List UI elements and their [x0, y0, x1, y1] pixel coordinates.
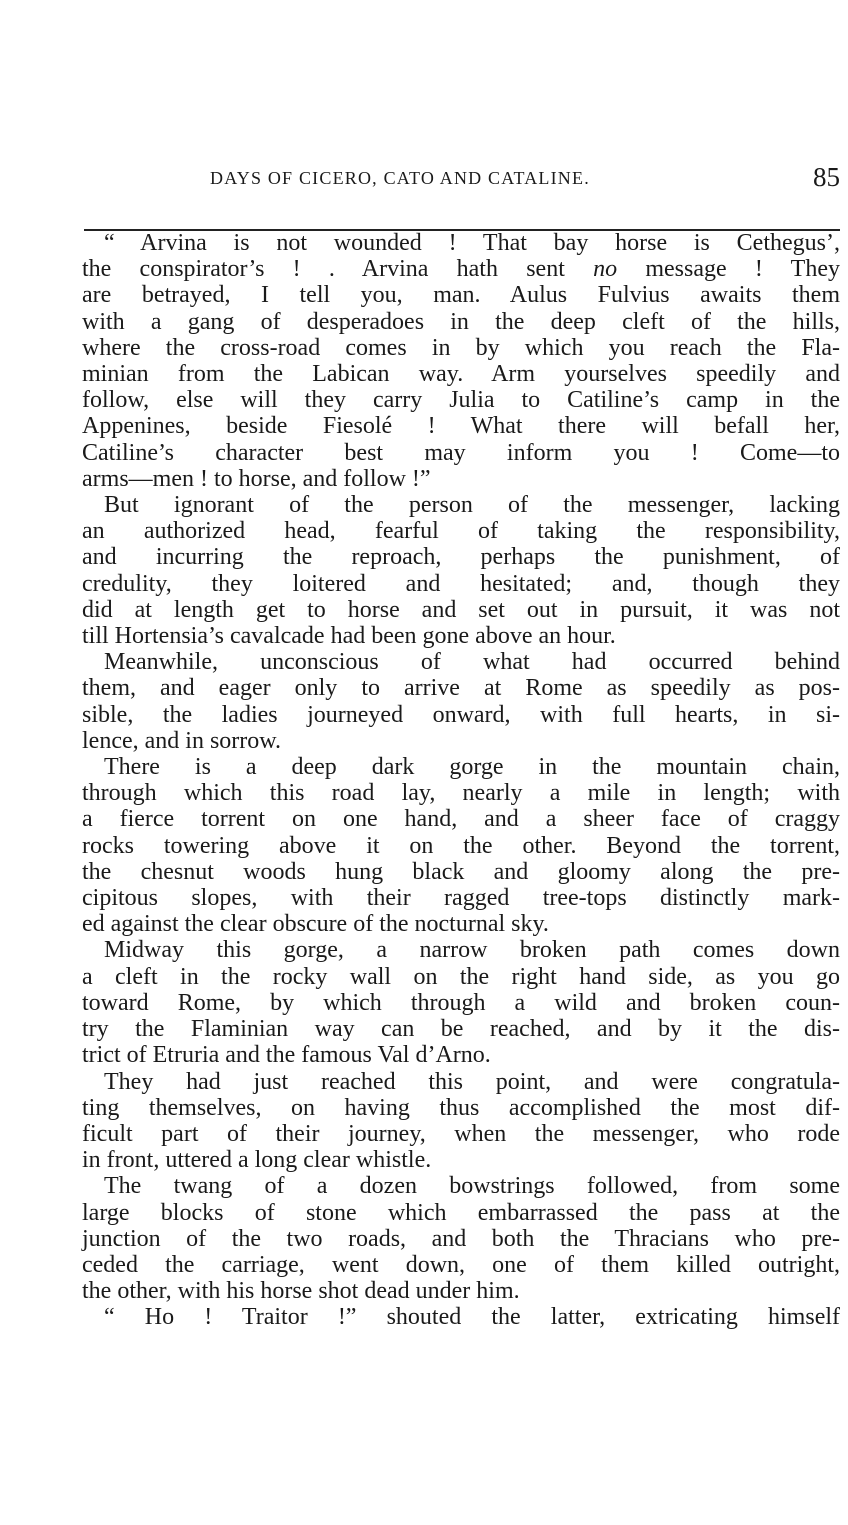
text-line: Catiline’s character best may inform you ! Come—to: [82, 439, 840, 466]
page-header: [84, 164, 840, 198]
text-line: a cleft in the rocky wall on the right hand side, as you go: [82, 963, 840, 990]
paragraph: [82, 1173, 840, 1304]
text-line: But ignorant of the person of the messenger, lacking: [104, 492, 840, 519]
text-segment: message ! They: [617, 256, 840, 283]
paragraph: [82, 492, 840, 649]
text-line: toward Rome, by which through a wild and broken coun-: [82, 989, 840, 1016]
text-line: sible, the ladies journeyed onward, with full hearts, in si-: [82, 701, 840, 728]
text-line: There is a deep dark gorge in the mountain chain,: [104, 754, 840, 781]
body-text: [82, 230, 840, 1331]
text-line: [82, 256, 840, 282]
text-line: Meanwhile, unconscious of what had occurred behind: [104, 649, 840, 676]
text-line: junction of the two roads, and both the Thracians who pre-: [82, 1225, 840, 1252]
text-line: and incurring the reproach, perhaps the punishment, of: [82, 544, 840, 571]
page-number: 85: [813, 162, 840, 192]
text-line: where the cross-road comes in by which you reach the Fla-: [82, 334, 840, 361]
text-line: the other, with his horse shot dead under him.: [82, 1278, 520, 1305]
text-line: Appenines, beside Fiesolé ! What there will befall her,: [82, 413, 840, 440]
text-line: The twang of a dozen bowstrings followed, from some: [104, 1173, 840, 1200]
emphasis-text: no: [593, 256, 618, 283]
text-line: Midway this gorge, a narrow broken path comes down: [104, 937, 840, 964]
text-line: ting themselves, on having thus accomplished the most dif-: [82, 1094, 840, 1121]
text-line: an authorized head, fearful of taking the responsibility,: [82, 518, 840, 545]
paragraph: [82, 937, 840, 1068]
text-line: “ Ho ! Traitor !” shouted the latter, extricating himself: [104, 1304, 840, 1331]
text-line: try the Flaminian way can be reached, and by it the dis-: [82, 1016, 840, 1043]
text-line: a fierce torrent on one hand, and a sheer face of craggy: [82, 806, 840, 833]
text-line: rocks towering above it on the other. Beyond the torrent,: [82, 832, 840, 859]
text-line: are betrayed, I tell you, man. Aulus Fulvius awaits them: [82, 282, 840, 309]
running-title: DAYS OF CICERO, CATO AND CATALINE.: [210, 168, 590, 188]
text-line: credulity, they loitered and hesitated; and, though they: [82, 570, 840, 597]
text-line: with a gang of desperadoes in the deep cleft of the hills,: [82, 308, 840, 335]
text-line: trict of Etruria and the famous Val d’Arno.: [82, 1042, 491, 1069]
text-line: till Hortensia’s cavalcade had been gone above an hour.: [82, 623, 616, 650]
text-line: “ Arvina is not wounded ! That bay horse is Cethegus’,: [104, 230, 840, 256]
text-line: arms—men ! to horse, and follow !”: [82, 465, 431, 492]
paragraph: [82, 1069, 840, 1174]
text-line: large blocks of stone which embarrassed the pass at the: [82, 1199, 840, 1226]
text-line: the chesnut woods hung black and gloomy along the pre-: [82, 858, 840, 885]
text-line: They had just reached this point, and were congratula-: [104, 1068, 840, 1095]
paragraph: [82, 649, 840, 754]
text-line: ceded the carriage, went down, one of them killed outright,: [82, 1251, 840, 1278]
text-line: in front, uttered a long clear whistle.: [82, 1147, 432, 1174]
text-segment: the conspirator’s ! . Arvina hath sent: [82, 256, 594, 283]
paragraph: [82, 230, 840, 492]
text-line: minian from the Labican way. Arm yourselves speedily and: [82, 361, 840, 388]
paragraph: [82, 1304, 840, 1330]
text-line: lence, and in sorrow.: [82, 727, 282, 754]
text-line: ficult part of their journey, when the messenger, who rode: [82, 1120, 840, 1147]
text-line: ed against the clear obscure of the nocturnal sky.: [82, 911, 549, 938]
text-line: through which this road lay, nearly a mile in length; with: [82, 780, 840, 807]
text-line: them, and eager only to arrive at Rome as speedily as pos-: [82, 675, 840, 702]
text-line: cipitous slopes, with their ragged tree-tops distinctly mark-: [82, 885, 840, 912]
text-line: did at length get to horse and set out in pursuit, it was not: [82, 596, 840, 623]
paragraph: [82, 754, 840, 937]
text-line: follow, else will they carry Julia to Catiline’s camp in the: [82, 387, 840, 414]
